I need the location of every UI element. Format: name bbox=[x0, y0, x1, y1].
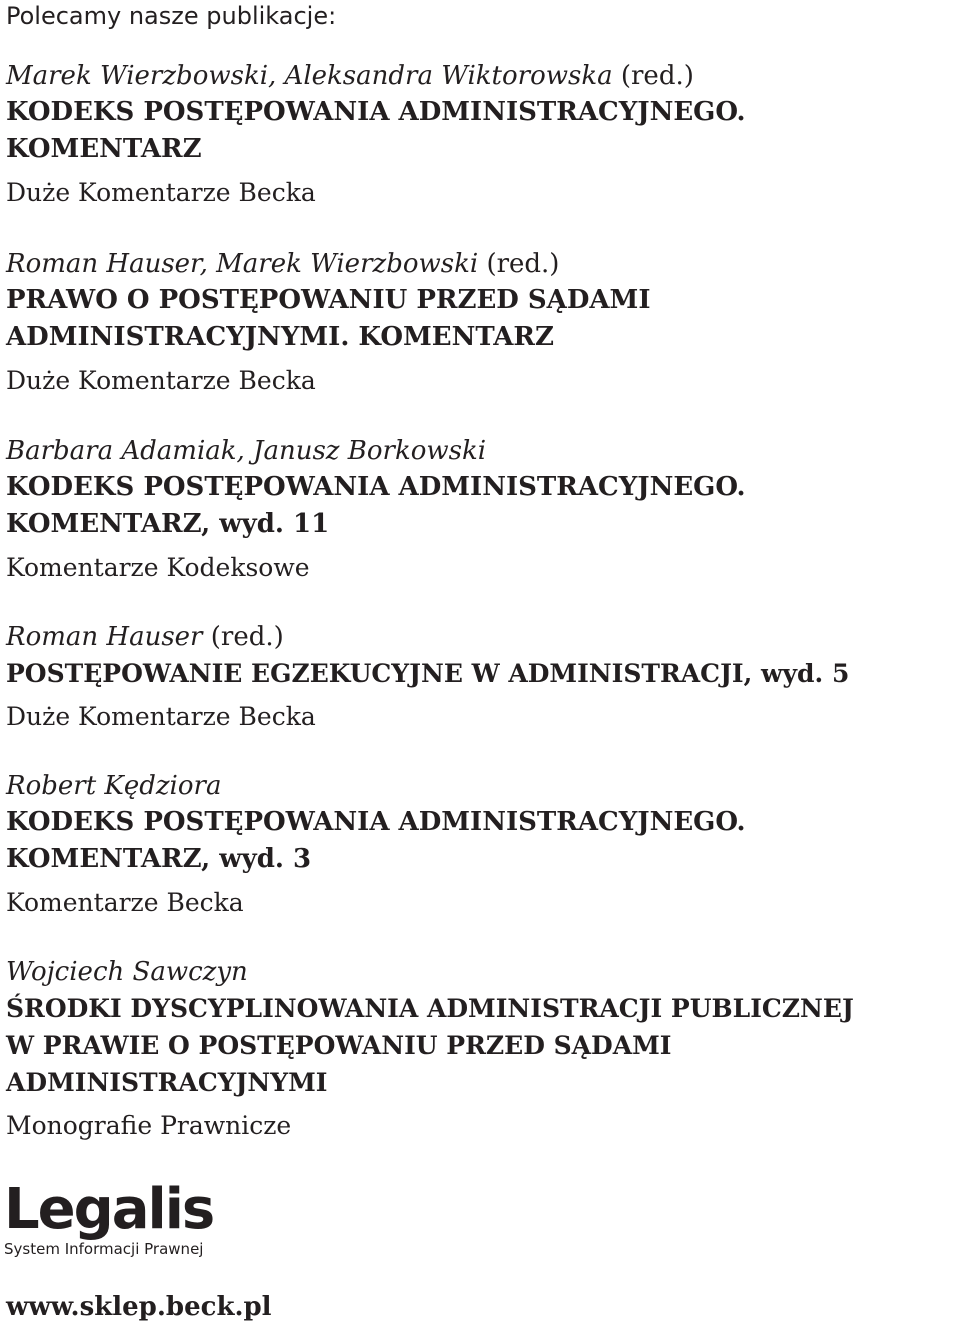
entry-title-line: ADMINISTRACYJNYMI bbox=[6, 1068, 328, 1097]
intro-heading: Polecamy nasze publikacje: bbox=[6, 2, 337, 30]
entry-series: Duże Komentarze Becka bbox=[6, 178, 316, 207]
entry-title-line: W PRAWIE O POSTĘPOWANIU PRZED SĄDAMI bbox=[6, 1031, 672, 1060]
entry-authors-line bbox=[6, 58, 956, 94]
entry-title-line: KODEKS POSTĘPOWANIA ADMINISTRACYJNEGO. bbox=[6, 472, 746, 502]
entry-title-line: KOMENTARZ, wyd. 3 bbox=[6, 844, 312, 874]
entry-series: Duże Komentarze Becka bbox=[6, 366, 316, 395]
logo-wordmark: Legalis bbox=[4, 1177, 214, 1242]
entry-authors: Roman Hauser, Marek Wierzbowski bbox=[6, 249, 479, 279]
entry-authors: Wojciech Sawczyn bbox=[6, 957, 248, 987]
legalis-logo bbox=[4, 1177, 214, 1258]
entry-title-line: KOMENTARZ bbox=[6, 134, 202, 164]
entry-title-line: PRAWO O POSTĘPOWANIU PRZED SĄDAMI bbox=[6, 285, 651, 315]
entry-authors: Robert Kędziora bbox=[6, 771, 222, 801]
entry-authors-line bbox=[6, 246, 956, 282]
entry-title-line: KODEKS POSTĘPOWANIA ADMINISTRACYJNEGO. bbox=[6, 97, 746, 127]
entry-editor-note: (red.) bbox=[620, 61, 694, 91]
entry-authors: Marek Wierzbowski, Aleksandra Wiktorowska bbox=[6, 61, 613, 91]
entry-series: Duże Komentarze Becka bbox=[6, 702, 316, 731]
entry-series: Komentarze Becka bbox=[6, 888, 244, 917]
publication-entry bbox=[6, 619, 956, 734]
publication-entry bbox=[6, 246, 956, 398]
entry-title-line: KODEKS POSTĘPOWANIA ADMINISTRACYJNEGO. bbox=[6, 807, 746, 837]
entry-title-line: ŚRODKI DYSCYPLINOWANIA ADMINISTRACJI PUBLICZNEJ bbox=[6, 994, 854, 1023]
entry-authors: Barbara Adamiak, Janusz Borkowski bbox=[6, 436, 487, 466]
entry-authors: Roman Hauser bbox=[6, 622, 203, 652]
entry-editor-note: (red.) bbox=[210, 622, 284, 652]
website-link[interactable]: www.sklep.beck.pl bbox=[6, 1292, 272, 1322]
publication-entry bbox=[6, 58, 956, 210]
publication-entry bbox=[6, 768, 956, 920]
entry-authors-line bbox=[6, 619, 956, 655]
entry-series: Monografie Prawnicze bbox=[6, 1111, 292, 1140]
entry-authors-line bbox=[6, 768, 956, 804]
logo-tagline: System Informacji Prawnej bbox=[4, 1240, 204, 1258]
entry-title-line: ADMINISTRACYJNYMI. KOMENTARZ bbox=[6, 322, 555, 352]
publication-entry bbox=[6, 954, 956, 1143]
entry-title-line: POSTĘPOWANIE EGZEKUCYJNE W ADMINISTRACJI, wyd. 5 bbox=[6, 659, 850, 688]
entry-title-line: KOMENTARZ, wyd. 11 bbox=[6, 509, 330, 539]
publication-entry bbox=[6, 433, 956, 585]
entry-series: Komentarze Kodeksowe bbox=[6, 553, 310, 582]
entry-authors-line bbox=[6, 954, 956, 990]
entry-editor-note: (red.) bbox=[486, 249, 560, 279]
entry-authors-line bbox=[6, 433, 956, 469]
